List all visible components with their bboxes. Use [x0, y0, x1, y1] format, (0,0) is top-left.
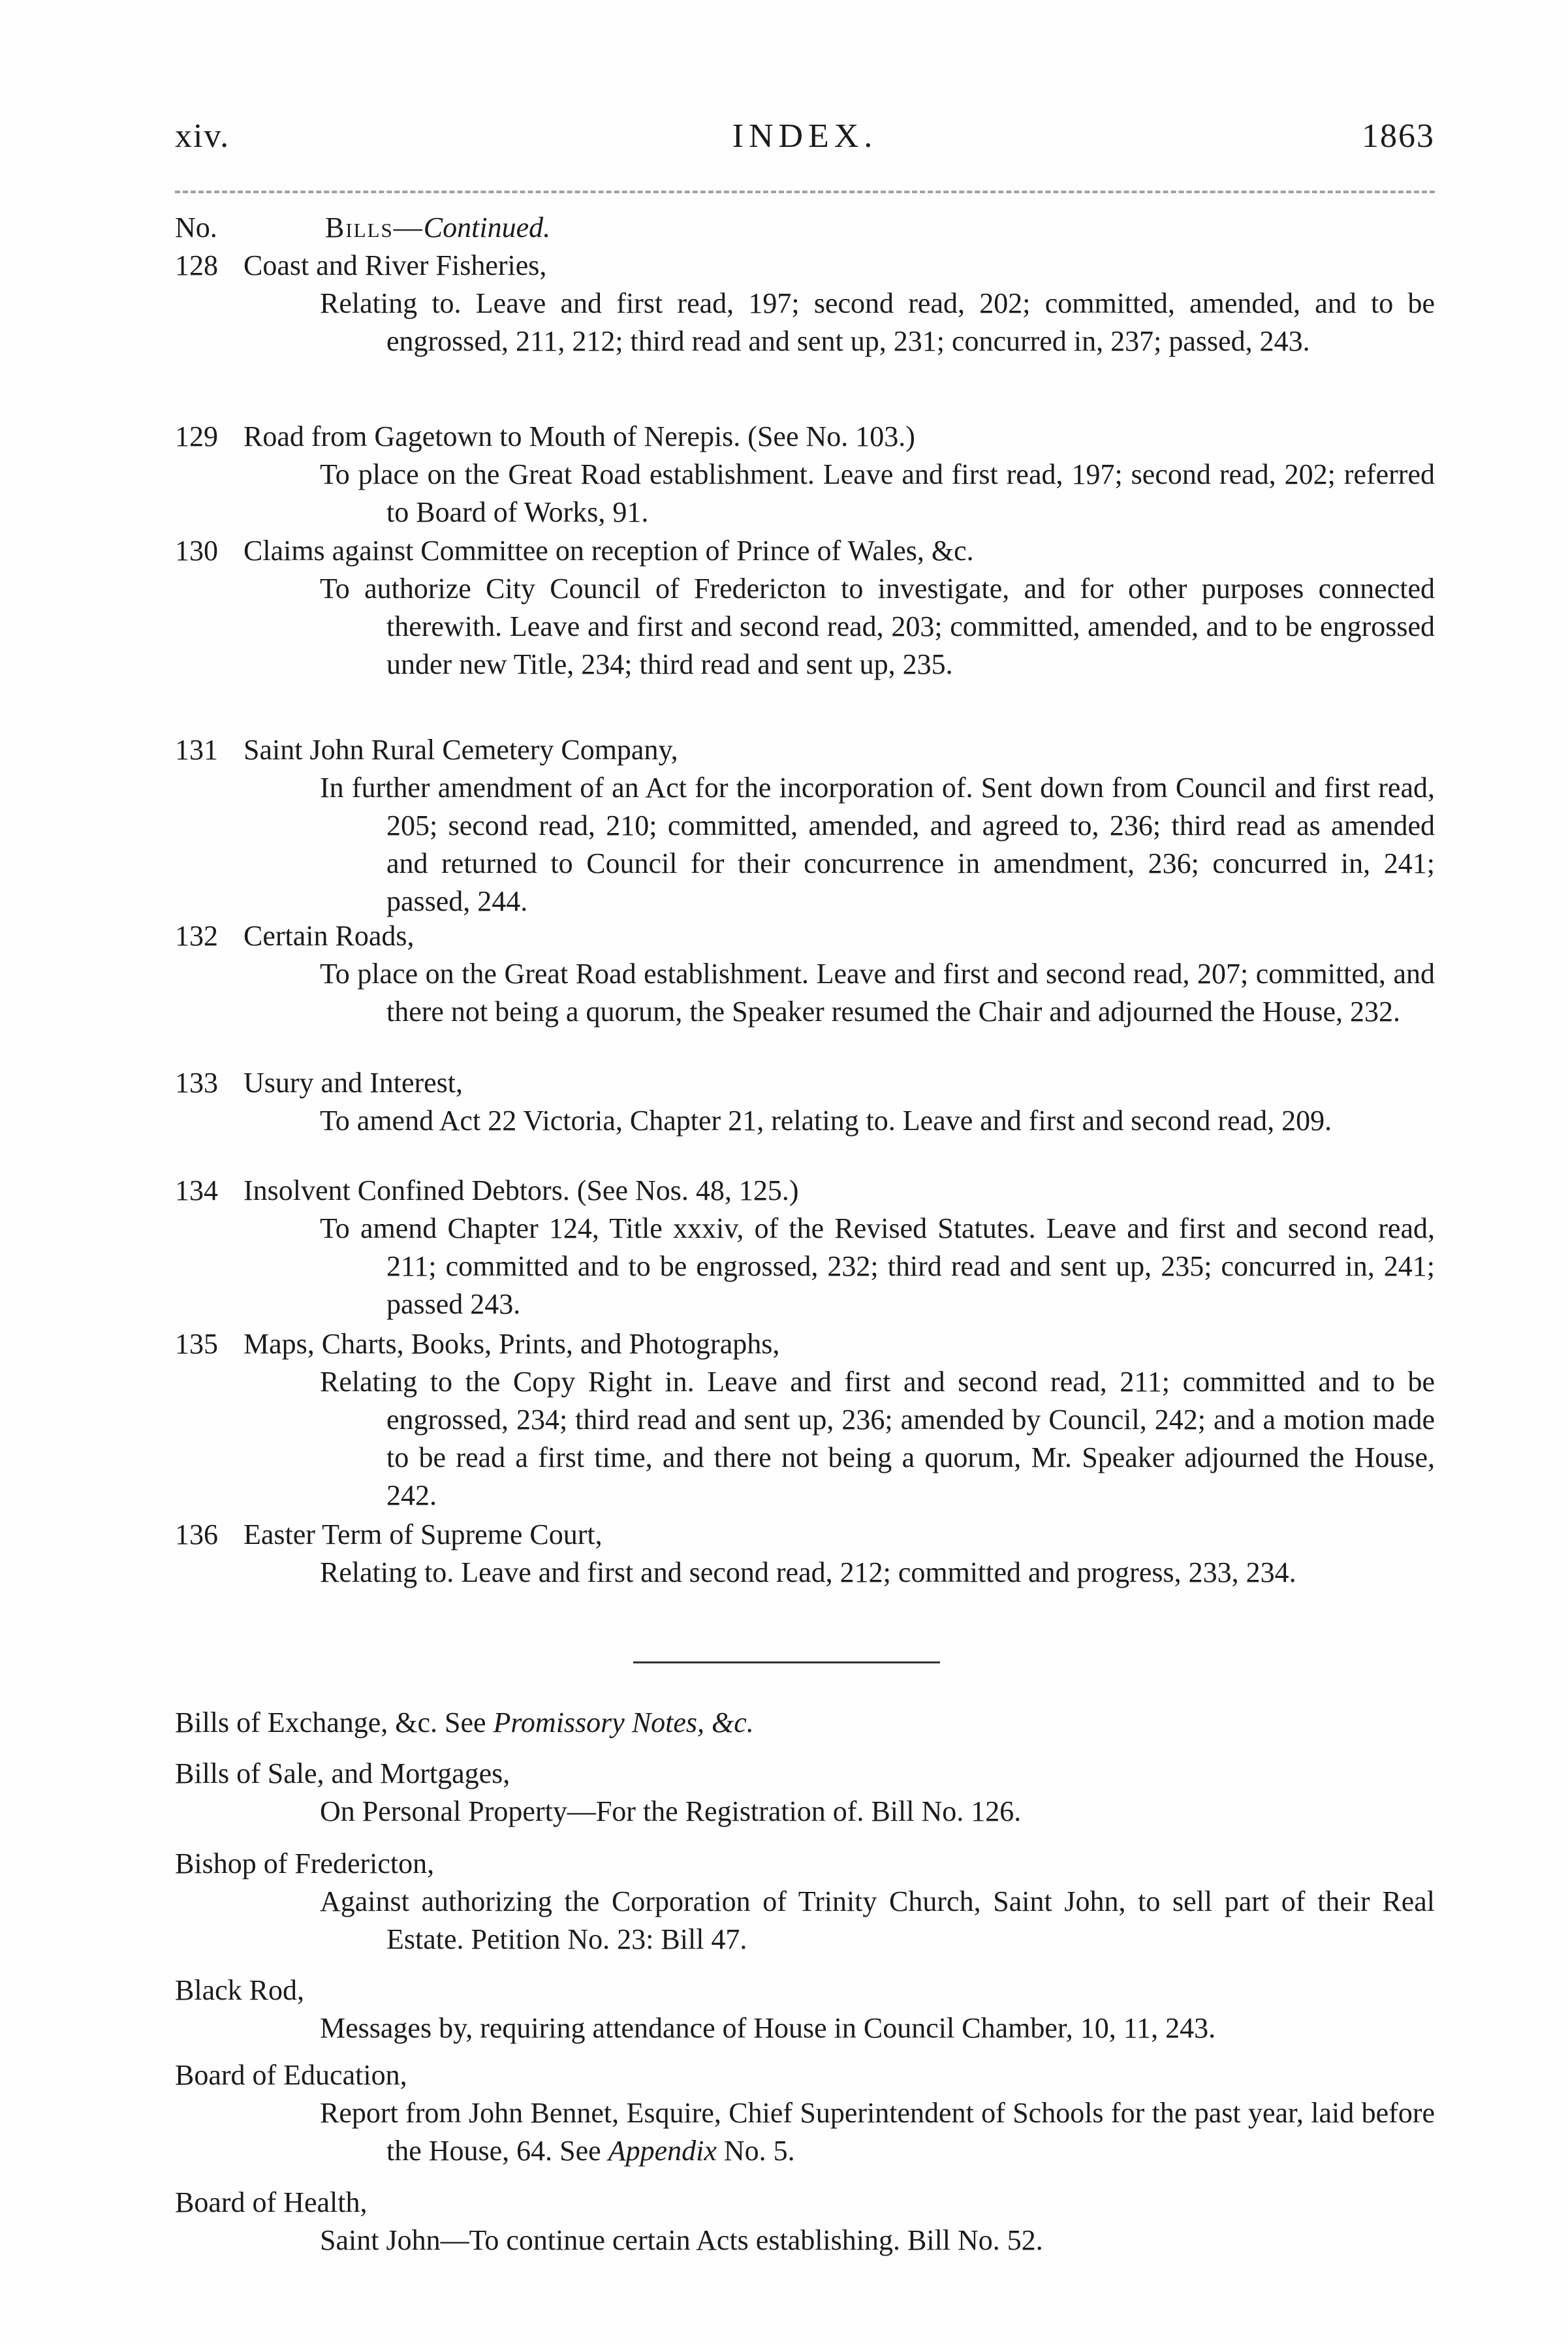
bill-title: Claims against Committee on reception of Prince of Wales, &c. [243, 535, 974, 567]
number-column-label: No. [175, 212, 217, 244]
bill-number: 131 [175, 734, 218, 766]
section-title-main: Bills— [325, 212, 424, 244]
bill-number: 134 [175, 1174, 218, 1206]
bill-entry-133 [175, 1064, 1435, 1140]
index-entry-bills-of-sale [175, 1755, 1435, 1831]
index-body: Saint John—To continue certain Acts establishing. Bill No. 52. [320, 2224, 1043, 2256]
page-year: 1863 [1362, 118, 1435, 155]
bill-number: 132 [175, 920, 218, 952]
bill-entry-128 [175, 247, 1435, 360]
index-body: On Personal Property—For the Registration of. Bill No. 126. [320, 1795, 1022, 1827]
bill-entry-131 [175, 731, 1435, 920]
bill-body: Relating to. Leave and first and second read, 212; committed and progress, 233, 234. [320, 1556, 1296, 1588]
bill-number: 135 [175, 1328, 218, 1360]
bill-body: In further amendment of an Act for the incorporation of. Sent down from Council and first read, 205; second read, 210; committed, amended, and agreed to, 236; third read as amended and returned to Council for their concurrence in amendment, 236; concurred in, 241; passed, 244. [320, 772, 1435, 917]
section-heading [175, 209, 1435, 248]
index-heading: Bills of Sale, and Mortgages, [175, 1757, 510, 1789]
bill-number: 128 [175, 249, 218, 281]
bill-title: Coast and River Fisheries, [243, 249, 547, 281]
index-body-text: Report from John Bennet, Esquire, Chief Superintendent of Schools for the past year, laid before the House, 64. See [320, 2097, 1435, 2167]
header-rule [175, 191, 1435, 193]
bill-entry-130 [175, 532, 1435, 684]
bill-body: To place on the Great Road establishment. Leave and first read, 197; second read, 202; referred to Board of Works, 91. [320, 458, 1435, 528]
index-body: Against authorizing the Corporation of Trinity Church, Saint John, to sell part of their Real Estate. Petition No. 23: Bill 47. [320, 1885, 1435, 1955]
section-title [325, 209, 550, 247]
bill-title: Certain Roads, [243, 920, 415, 952]
index-body [320, 2094, 1435, 2170]
bill-entry-132 [175, 917, 1435, 1031]
bill-body: To authorize City Council of Fredericton to investigate, and for other purposes connected therewith. Leave and first and second read, 203; committed, amended, and to be engrossed under new Title, 234; third read and sent up, 235. [320, 573, 1435, 680]
index-cross-reference: Promissory Notes, &c. [493, 1706, 754, 1738]
page-number: xiv. [175, 118, 230, 155]
index-entry-board-of-education [175, 2056, 1435, 2170]
index-entry-black-rod [175, 1972, 1435, 2047]
bill-entry-136 [175, 1516, 1435, 1592]
bill-number: 136 [175, 1518, 218, 1550]
section-title-continued: Continued. [423, 212, 551, 244]
running-head [175, 118, 1435, 163]
bill-body: To place on the Great Road establishment. Leave and first and second read, 207; committed, and there not being a quorum, the Speaker resumed the Chair and adjourned the House, 232. [320, 958, 1435, 1028]
bill-title: Usury and Interest, [243, 1067, 463, 1099]
index-entry-board-of-health [175, 2184, 1435, 2259]
bill-body: Relating to. Leave and first read, 197; second read, 202; committed, amended, and to be engrossed, 211, 212; third read and sent up, 231; concurred in, 237; passed, 243. [320, 287, 1435, 357]
section-divider [633, 1661, 940, 1663]
bill-number: 130 [175, 535, 218, 567]
index-heading: Board of Education, [175, 2059, 407, 2091]
bill-title: Insolvent Confined Debtors. (See Nos. 48, 125.) [243, 1174, 799, 1206]
bill-number: 129 [175, 420, 218, 452]
index-body-reference: Appendix [608, 2135, 717, 2167]
bill-entry-134 [175, 1172, 1435, 1323]
bill-number: 133 [175, 1067, 218, 1099]
index-heading: Black Rod, [175, 1974, 304, 2006]
index-entry-bishop-of-fredericton [175, 1845, 1435, 1958]
bill-body: To amend Act 22 Victoria, Chapter 21, relating to. Leave and first and second read, 209. [320, 1105, 1332, 1137]
bill-title: Maps, Charts, Books, Prints, and Photographs, [243, 1328, 780, 1360]
bill-body: Relating to the Copy Right in. Leave and first and second read, 211; committed and to be engrossed, 234; third read and sent up, 236; amended by Council, 242; and a motion made to be read a first time, and there not being a quorum, Mr. Speaker adjourned the House, 242. [320, 1366, 1435, 1511]
bill-title: Easter Term of Supreme Court, [243, 1518, 603, 1550]
index-heading: Board of Health, [175, 2186, 368, 2218]
index-heading [175, 1704, 1435, 1742]
index-body-text-end: No. 5. [716, 2135, 795, 2167]
index-heading-text: Bills of Exchange, &c. See [175, 1706, 494, 1738]
bill-title: Road from Gagetown to Mouth of Nerepis. (See No. 103.) [243, 420, 915, 452]
index-entry-bills-of-exchange [175, 1704, 1435, 1742]
bill-title: Saint John Rural Cemetery Company, [243, 734, 678, 766]
index-heading: Bishop of Fredericton, [175, 1848, 435, 1879]
index-body: Messages by, requiring attendance of House in Council Chamber, 10, 11, 243. [320, 2012, 1216, 2044]
bill-entry-135 [175, 1325, 1435, 1515]
bill-body: To amend Chapter 124, Title xxxiv, of the Revised Statutes. Leave and first and second read, 211; committed and to be engrossed, 232; third read and sent up, 235; concurred in, 241; passed 243. [320, 1212, 1435, 1320]
page-title: INDEX. [732, 118, 878, 155]
bill-entry-129 [175, 418, 1435, 531]
